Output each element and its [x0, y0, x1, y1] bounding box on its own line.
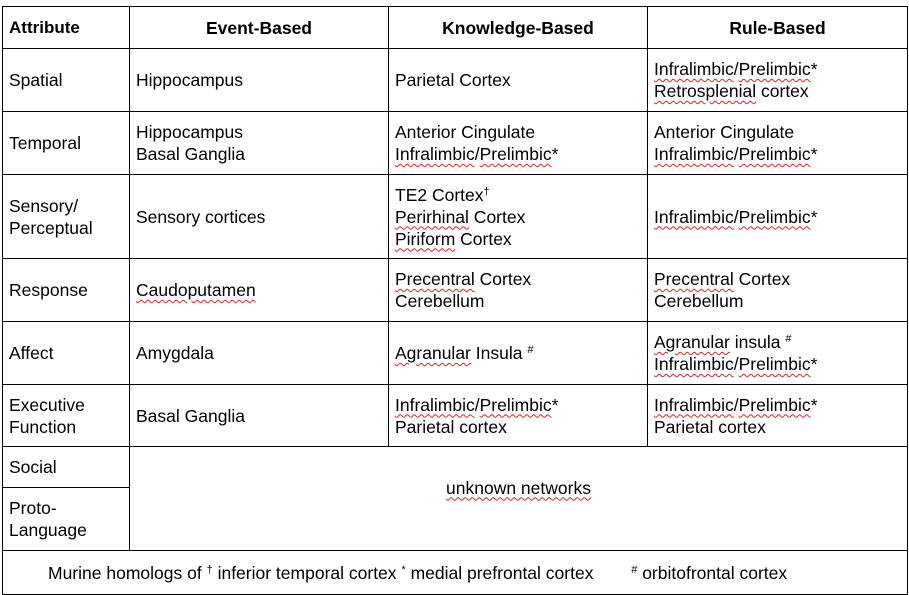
table-row [3, 385, 908, 447]
star-symbol: * [401, 563, 406, 576]
hash-text: orbitofrontal cortex [642, 562, 788, 583]
cell-line: Perirhinal Cortex [395, 206, 526, 227]
header-knowledge-based: Knowledge-Based [389, 7, 648, 49]
spellcheck-word: Prelimbic [738, 144, 811, 164]
header-attribute: Attribute [3, 7, 130, 49]
cell-line: Executive [9, 394, 85, 415]
spellcheck-word: Agranular [654, 332, 730, 352]
unknown-networks-cell [130, 447, 908, 551]
table-row [3, 175, 908, 259]
header-event-based: Event-Based [130, 7, 389, 49]
cell-line: Perceptual [9, 217, 93, 238]
cell-line: Agranular Insula # [395, 343, 534, 363]
spellcheck-word: Infralimbic [395, 394, 475, 415]
hash-symbol: # [631, 563, 638, 576]
proto-language-line: Proto- [9, 498, 57, 518]
memory-attribute-table [2, 6, 908, 595]
spellcheck-word: Infralimbic [654, 394, 734, 415]
cell-line: TE2 Cortex† [395, 184, 490, 205]
proto-language-label [3, 488, 130, 551]
unknown-networks-text: unknown networks [446, 477, 591, 498]
attribute-cell [3, 385, 130, 447]
table-row [3, 259, 908, 322]
cell-line [136, 279, 388, 301]
cell-line: Hippocampus [136, 70, 243, 90]
rule-based-cell [648, 112, 908, 175]
attribute-cell [3, 49, 130, 112]
cell-line: Parietal cortex [395, 416, 507, 437]
event-based-cell [130, 322, 389, 385]
spellcheck-word: Infralimbic [654, 144, 734, 164]
cell-line: Infralimbic/Prelimbic* [395, 144, 559, 164]
spellcheck-word: Retrosplenial [654, 81, 757, 101]
cell-line: Cerebellum [654, 291, 744, 311]
cell-line: Affect [9, 343, 54, 363]
cell-line: Sensory/ [9, 195, 79, 216]
cell-line: Basal Ganglia [136, 144, 245, 164]
spellcheck-word: Precentral [654, 269, 734, 289]
cell-line: Precentral Cortex [395, 269, 532, 289]
cell-line: Function [9, 416, 77, 437]
cell-line: Cerebellum [395, 291, 485, 311]
attribute-cell [3, 322, 130, 385]
spellcheck-word: Infralimbic [654, 59, 734, 79]
cell-line: Infralimbic/Prelimbic* [395, 394, 559, 415]
cell-line: Amygdala [136, 343, 214, 363]
attribute-cell [3, 259, 130, 322]
header-row [3, 7, 908, 49]
cell-line: Infralimbic/Prelimbic* [654, 59, 818, 79]
cell-line: Infralimbic/Prelimbic* [654, 144, 818, 164]
footnote-row [3, 551, 908, 595]
spellcheck-word: Prelimbic [738, 354, 811, 374]
cell-line: Agranular insula # [654, 332, 792, 352]
spellcheck-word: Prelimbic [738, 59, 811, 79]
knowledge-based-cell [389, 385, 648, 447]
cell-line: Retrosplenial cortex [654, 81, 809, 101]
spellcheck-word: Precentral [395, 269, 475, 289]
cell-line: Response [9, 280, 88, 300]
spellcheck-word: Infralimbic [654, 206, 734, 227]
cell-line: Infralimbic/Prelimbic* [654, 394, 818, 415]
cell-line: Anterior Cingulate [395, 122, 536, 142]
event-based-cell [130, 49, 389, 112]
event-based-cell [130, 112, 389, 175]
dagger-symbol: † [206, 563, 213, 576]
social-row [3, 447, 908, 488]
cell-line: Infralimbic/Prelimbic* [654, 206, 818, 227]
event-based-cell [130, 259, 389, 322]
cell-line: Sensory cortices [136, 206, 266, 227]
spellcheck-word: Prelimbic [738, 206, 811, 227]
header-rule-based: Rule-Based [648, 7, 908, 49]
footnote-prefix: Murine homologs of [48, 562, 202, 583]
spellcheck-word: Caudoputamen [136, 280, 256, 300]
star-text: medial prefrontal cortex [410, 562, 594, 583]
spellcheck-word: Prelimbic [738, 394, 811, 415]
knowledge-based-cell [389, 259, 648, 322]
knowledge-based-cell [389, 112, 648, 175]
event-based-cell [130, 175, 389, 259]
cell-line: Hippocampus [136, 122, 243, 142]
table-row [3, 112, 908, 175]
table-row [3, 49, 908, 112]
rule-based-cell [648, 49, 908, 112]
cell-line: Precentral Cortex [654, 269, 791, 289]
spellcheck-word: Prelimbic [479, 144, 552, 164]
knowledge-based-cell [389, 322, 648, 385]
cell-line: Anterior Cingulate [654, 122, 795, 142]
spellcheck-word: Prelimbic [479, 394, 552, 415]
cell-line: Parietal cortex [654, 416, 766, 437]
spellcheck-word: Perirhinal [395, 206, 469, 227]
event-based-cell [130, 385, 389, 447]
attribute-cell [3, 112, 130, 175]
rule-based-cell [648, 175, 908, 259]
footnote-cell [3, 551, 908, 595]
social-label: Social [3, 447, 130, 488]
cell-line: Spatial [9, 70, 63, 90]
attribute-cell [3, 175, 130, 259]
cell-line: Infralimbic/Prelimbic* [654, 354, 818, 374]
cell-line: Temporal [9, 133, 81, 153]
rule-based-cell [648, 385, 908, 447]
proto-language-line: Language [9, 520, 87, 540]
dagger-text: inferior temporal cortex [217, 562, 397, 583]
knowledge-based-cell [389, 49, 648, 112]
footnote-marker: # [527, 344, 534, 356]
footnote-marker: # [785, 333, 792, 345]
spellcheck-word: Agranular [395, 343, 471, 363]
spellcheck-word: Infralimbic [395, 144, 475, 164]
table-body [3, 49, 908, 595]
cell-line: Basal Ganglia [136, 405, 245, 426]
footnote-marker: † [483, 185, 490, 198]
cell-line: Piriform Cortex [395, 228, 512, 249]
spellcheck-word: Infralimbic [654, 354, 734, 374]
spellcheck-word: Piriform [395, 228, 456, 249]
rule-based-cell [648, 259, 908, 322]
table-row [3, 322, 908, 385]
knowledge-based-cell [389, 175, 648, 259]
rule-based-cell [648, 322, 908, 385]
cell-line: Parietal Cortex [395, 70, 511, 90]
